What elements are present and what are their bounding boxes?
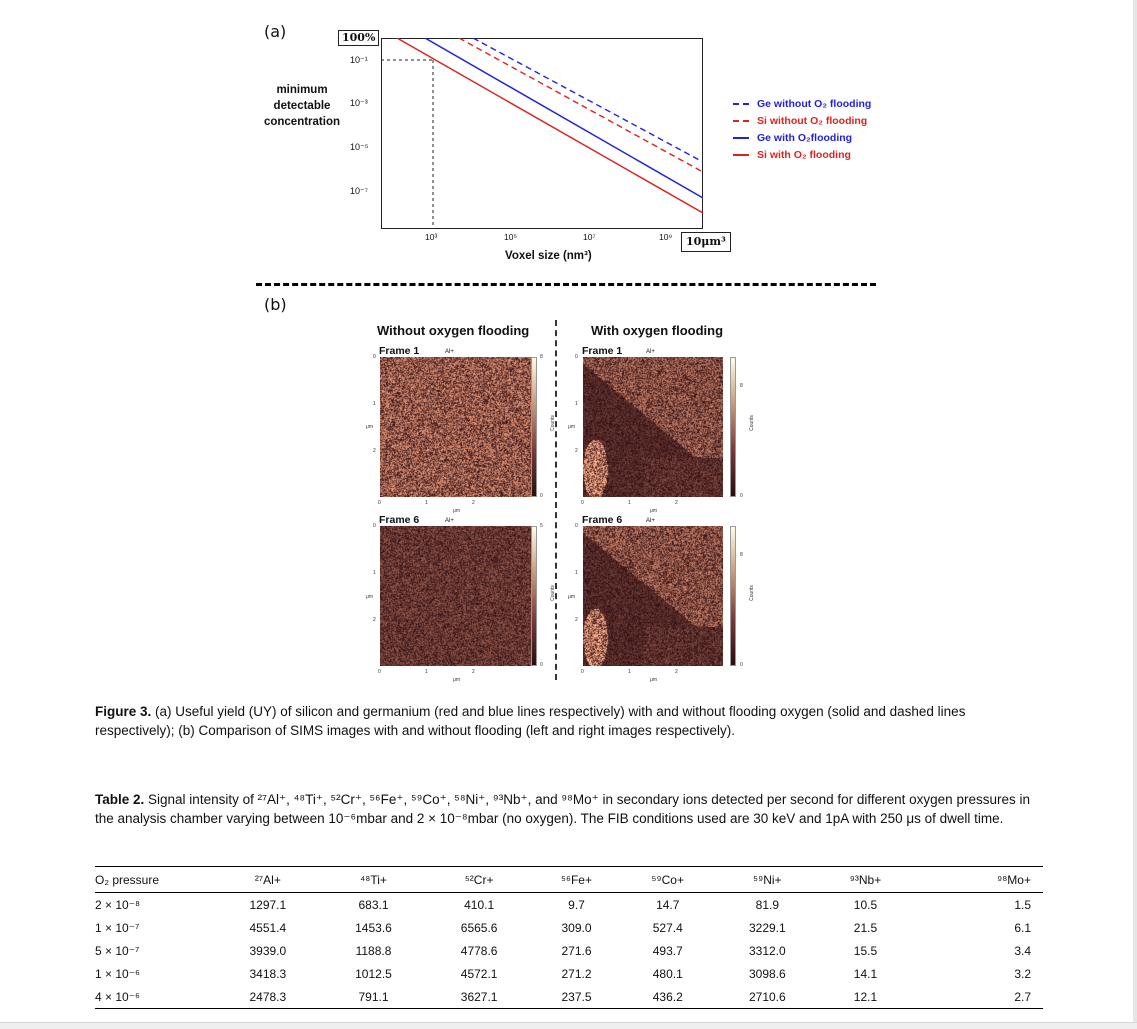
axis-tick: 1 <box>628 669 631 675</box>
table-cell: 1012.5 <box>355 966 392 981</box>
line-ge-with-o2 <box>425 38 703 198</box>
figure-caption-text: (a) Useful yield (UY) of silicon and germanium (red and blue lines respectively) with and without flooding oxygen (solid and dashed lines respectively); (b) Comparison of SIMS images with and without flooding (left and right images respectively). <box>95 704 966 738</box>
table-cell: 1188.8 <box>355 943 392 958</box>
table-row <box>95 893 1043 917</box>
table-cell: 309.0 <box>561 920 592 935</box>
legend-entry <box>733 129 871 146</box>
axis-tick: 1 <box>373 570 376 576</box>
line-si-with-o2 <box>397 38 703 213</box>
table-cell: 1 × 10⁻⁷ <box>95 920 140 935</box>
table-cell: 1.5 <box>1014 897 1031 912</box>
table-cell: 1453.6 <box>355 920 392 935</box>
table-header: ⁵²Cr+ <box>426 867 532 893</box>
table-row <box>95 962 1043 985</box>
panel-b-label: (b) <box>264 295 287 314</box>
legend-label: Si with O₂ flooding <box>757 148 851 161</box>
axis-unit: μm <box>366 424 374 430</box>
counts-label: Counts <box>748 585 755 601</box>
axis-tick: 1 <box>575 401 578 407</box>
colorbar-tick: 0 <box>540 493 543 499</box>
y-top-box: 100% <box>338 30 379 46</box>
table-row <box>95 985 1043 1009</box>
y-tick-label: 10⁻⁷ <box>350 186 369 196</box>
signal-intensity-table <box>95 866 1043 1009</box>
table-header: ⁴⁸Ti+ <box>321 867 427 893</box>
table-caption-text: Signal intensity of <box>144 792 258 807</box>
axis-tick: 2 <box>575 448 578 454</box>
axis-unit: μm <box>366 594 374 600</box>
counts-label: Counts <box>549 585 556 601</box>
table-caption <box>95 790 1045 828</box>
table-header: ⁵⁶Fe+ <box>532 867 621 893</box>
panel-separator <box>256 283 876 286</box>
ion-label: Al+ <box>646 349 655 355</box>
counts-label: Counts <box>549 415 556 431</box>
table-cell: 1297.1 <box>249 897 287 912</box>
table-cell: 4572.1 <box>460 966 498 981</box>
axis-tick: 0 <box>373 354 376 360</box>
frame-label: Frame 6 <box>379 514 420 526</box>
table-cell: 6.1 <box>1014 920 1031 935</box>
table-cell: 2478.3 <box>215 985 321 1009</box>
axis-unit: μm <box>453 508 461 514</box>
sims-image-without-frame1 <box>380 357 535 497</box>
legend-swatch <box>733 103 749 105</box>
table-header: O₂ pressure <box>95 867 215 893</box>
figure-caption <box>95 702 1045 740</box>
table-header: ²⁷Al+ <box>215 867 321 893</box>
table-cell: 3229.1 <box>748 920 786 935</box>
table-header-row <box>95 867 1043 893</box>
table-cell: 3939.0 <box>249 943 287 958</box>
table-cell: 683.1 <box>358 897 389 912</box>
ion-label: Al+ <box>445 349 454 355</box>
axis-tick: 0 <box>378 500 381 506</box>
table-cell: 14.7 <box>656 897 680 912</box>
table-header: ⁵⁹Co+ <box>621 867 714 893</box>
legend-entry <box>733 112 871 129</box>
y-tick-label: 10⁻⁵ <box>350 142 369 152</box>
colorbar-tick: 0 <box>740 493 743 499</box>
axis-tick: 1 <box>373 401 376 407</box>
table-cell: 2 × 10⁻⁸ <box>95 897 141 912</box>
sims-right-title: With oxygen flooding <box>591 323 724 338</box>
table-cell: 3312.0 <box>748 943 786 958</box>
axis-tick: 1 <box>425 500 428 506</box>
table-cell: 9.7 <box>568 897 585 912</box>
colorbar-tick: 8 <box>740 552 743 558</box>
table-header: ⁵⁹Ni+ <box>715 867 821 893</box>
axis-tick: 2 <box>472 669 475 675</box>
axis-tick: 2 <box>675 669 678 675</box>
x-tick-label: 10⁵ <box>504 232 517 242</box>
sims-divider <box>555 320 557 680</box>
y-label-line: concentration <box>263 116 341 128</box>
colorbar <box>730 526 736 666</box>
table-cell: 3.4 <box>1014 943 1031 958</box>
table-cell: 4551.4 <box>249 920 287 935</box>
axis-tick: 1 <box>575 570 578 576</box>
panel-a-label: (a) <box>264 22 287 41</box>
table-cell: 493.7 <box>652 943 683 958</box>
table-cell: 2.7 <box>911 985 1043 1009</box>
ion-label: Al+ <box>646 518 655 524</box>
axis-unit: μm <box>650 677 658 683</box>
useful-yield-plot <box>381 38 703 229</box>
table-cell: 410.1 <box>464 897 495 912</box>
table-cell: 4778.6 <box>460 943 498 958</box>
colorbar-tick: 8 <box>540 354 543 360</box>
table-row <box>95 916 1043 939</box>
table-cell: 10.5 <box>853 897 878 912</box>
table-header: ⁹⁸Mo+ <box>911 867 1043 893</box>
y-tick-label: 10⁻¹ <box>350 55 368 65</box>
table-cell: 3627.1 <box>426 985 532 1009</box>
table-cell: 271.6 <box>561 943 592 958</box>
axis-tick: 2 <box>373 617 376 623</box>
table-cell: 436.2 <box>621 985 714 1009</box>
axis-tick: 0 <box>575 523 578 529</box>
y-label-line: minimum <box>276 84 328 96</box>
axis-tick: 0 <box>373 523 376 529</box>
legend-label: Ge without O₂ flooding <box>757 97 872 110</box>
table-cell: 1 × 10⁻⁶ <box>95 966 140 981</box>
y-tick-label: 10⁻³ <box>350 98 368 108</box>
table-caption-text: in secondary ions detected per second for different oxygen pressures in the analysis chamber varying between 10⁻⁶mbar and 2 × 10⁻⁸mbar (no oxygen). The FIB conditions used are 30 keV and 1pA with 250 μs of dwell time. <box>95 792 1030 826</box>
table-caption-ions: ²⁷Al⁺, ⁴⁸Ti⁺, ⁵²Cr⁺, ⁵⁶Fe⁺, ⁵⁹Co⁺, ⁵⁸Ni⁺, ⁹³Nb⁺, and ⁹⁸Mo⁺ <box>257 792 599 807</box>
table-cell: 3098.6 <box>748 966 786 981</box>
axis-tick: 2 <box>675 500 678 506</box>
y-label-line: detectable <box>273 100 331 112</box>
plot-legend <box>733 95 871 163</box>
colorbar-tick: 0 <box>540 662 543 668</box>
x-axis-label: Voxel size (nm³) <box>505 250 592 262</box>
legend-label: Si without O₂ flooding <box>757 114 868 127</box>
colorbar-tick: 0 <box>740 662 743 668</box>
line-ge-without-o2 <box>473 38 703 162</box>
axis-tick: 0 <box>378 669 381 675</box>
table-cell: 6565.6 <box>460 920 498 935</box>
frame-label: Frame 1 <box>582 345 623 357</box>
table-caption-label: Table 2. <box>95 792 145 807</box>
ion-label: Al+ <box>445 518 454 524</box>
axis-tick: 1 <box>425 669 428 675</box>
colorbar <box>531 357 537 497</box>
x-tick-label: 10⁷ <box>583 232 596 242</box>
axis-tick: 0 <box>575 354 578 360</box>
sims-image-with-frame6 <box>583 526 723 666</box>
sims-image-with-frame1 <box>583 357 723 497</box>
axis-tick: 2 <box>373 448 376 454</box>
sims-image-without-frame6 <box>380 526 535 666</box>
axis-tick: 1 <box>628 500 631 506</box>
axis-tick: 0 <box>581 669 584 675</box>
colorbar <box>730 357 736 497</box>
table-cell: 237.5 <box>532 985 621 1009</box>
colorbar-tick: 5 <box>540 523 543 529</box>
table-cell: 81.9 <box>755 897 779 912</box>
y-axis-label <box>258 82 346 130</box>
x-end-box: 10μm³ <box>681 232 731 252</box>
table-row <box>95 939 1043 962</box>
figure-caption-label: Figure 3. <box>95 704 152 719</box>
axis-tick: 0 <box>581 500 584 506</box>
scrollbar[interactable] <box>1133 0 1137 1029</box>
table-cell: 21.5 <box>853 920 878 935</box>
table-cell: 791.1 <box>321 985 427 1009</box>
axis-unit: μm <box>568 424 576 430</box>
legend-swatch <box>733 154 749 156</box>
axis-unit: μm <box>650 508 658 514</box>
table-cell: 2710.6 <box>715 985 821 1009</box>
table-header: ⁹³Nb+ <box>820 867 911 893</box>
table-cell: 4 × 10⁻⁶ <box>95 985 215 1009</box>
legend-swatch <box>733 120 749 122</box>
table-cell: 480.1 <box>652 966 683 981</box>
counts-label: Counts <box>748 415 755 431</box>
axis-tick: 2 <box>472 500 475 506</box>
table-cell: 15.5 <box>853 943 878 958</box>
x-tick-label: 10³ <box>425 232 438 242</box>
legend-entry <box>733 146 871 163</box>
legend-entry <box>733 95 871 112</box>
axis-tick: 2 <box>575 617 578 623</box>
table-cell: 3.2 <box>1014 966 1031 981</box>
bottom-bar <box>0 1022 1137 1029</box>
frame-label: Frame 6 <box>582 514 623 526</box>
legend-swatch <box>733 137 749 139</box>
table-cell: 3418.3 <box>249 966 287 981</box>
x-tick-label: 10⁹ <box>659 232 673 242</box>
table-cell: 12.1 <box>820 985 911 1009</box>
table-cell: 271.2 <box>561 966 592 981</box>
colorbar-tick: 8 <box>740 383 743 389</box>
table-cell: 14.1 <box>853 966 878 981</box>
axis-unit: μm <box>568 594 576 600</box>
table-cell: 527.4 <box>652 920 683 935</box>
legend-label: Ge with O₂flooding <box>757 131 853 144</box>
frame-label: Frame 1 <box>379 345 420 357</box>
table-cell: 5 × 10⁻⁷ <box>95 943 140 958</box>
line-si-without-o2 <box>459 38 703 172</box>
axis-unit: μm <box>453 677 461 683</box>
sims-left-title: Without oxygen flooding <box>377 323 530 338</box>
colorbar <box>531 526 537 666</box>
